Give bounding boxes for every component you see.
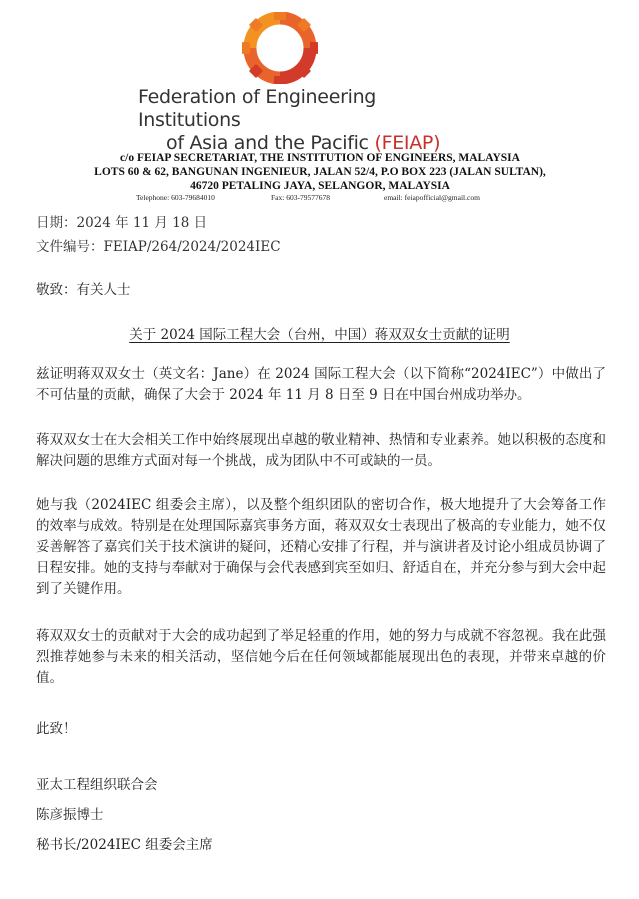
file-number: 文件编号：FEIAP/264/2024/2024IEC [36, 239, 281, 255]
telephone: Telephone: 603-79684010 [136, 193, 215, 202]
signature-organization: 亚太工程组织联合会 [36, 777, 158, 793]
signature-title: 秘书长/2024IEC 组委会主席 [36, 837, 213, 853]
fax: Fax: 603-79577678 [271, 193, 330, 202]
organization-name [138, 86, 468, 155]
org-name-line1: Federation of Engineering Institutions [138, 86, 377, 131]
org-abbreviation: (FEIAP) [374, 132, 441, 154]
address-line: c/o FEIAP SECRETARIAT, THE INSTITUTION OF ENGINEERS, MALAYSIA [120, 152, 520, 164]
paragraph: 蒋双双女士在大会相关工作中始终展现出卓越的敬业精神、热情和专业素养。她以积极的态度和解决问题的思维方式面对每一个挑战，成为团队中不可或缺的一员。 [36, 432, 606, 469]
paragraph: 她与我（2024IEC 组委会主席），以及整个组织团队的密切合作，极大地提升了大会筹备工作的效率与成效。特别是在处理国际嘉宾事务方面，蒋双双女士表现出了极高的专业能力，她不仅妥善解答了嘉宾们关于技术演讲的疑问，还精心安排了行程，并与演讲者及讨论小组成员协调了日程安排。她的支持与奉献对于确保与会代表感到宾至如归、舒适自在，并充分参与到大会中起到了关键作用。 [36, 497, 606, 597]
letter-subject: 关于 2024 国际工程大会（台州，中国）蒋双双女士贡献的证明 [129, 327, 510, 343]
address-line: LOTS 60 & 62, BANGUNAN INGENIEUR, JALAN 52/4, P.O BOX 223 (JALAN SULTAN), [94, 166, 546, 178]
letter-date: 日期：2024 年 11 月 18 日 [36, 215, 208, 231]
signature-name: 陈彦振博士 [36, 807, 104, 823]
org-name-line2-text: of Asia and the Pacific [166, 132, 369, 154]
address-block [60, 151, 580, 193]
feiap-logo-icon [238, 12, 322, 84]
salutation: 敬致：有关人士 [36, 282, 131, 298]
paragraph: 蒋双双女士的贡献对于大会的成功起到了举足轻重的作用，她的努力与成就不容忽视。我在此强烈推荐她参与未来的相关活动，坚信她今后在任何领域都能展现出色的表现，并带来卓越的价值。 [36, 628, 606, 686]
closing: 此致！ [36, 721, 77, 737]
email: email: feiapofficial@gmail.com [384, 193, 480, 202]
paragraph: 兹证明蒋双双女士（英文名：Jane）在 2024 国际工程大会（以下简称“2024IEC”）中做出了不可估量的贡献，确保了大会于 2024 年 11 月 8 日至 9 日在中国台州成功举办。 [36, 366, 606, 403]
address-line: 46720 PETALING JAYA, SELANGOR, MALAYSIA [190, 180, 450, 192]
